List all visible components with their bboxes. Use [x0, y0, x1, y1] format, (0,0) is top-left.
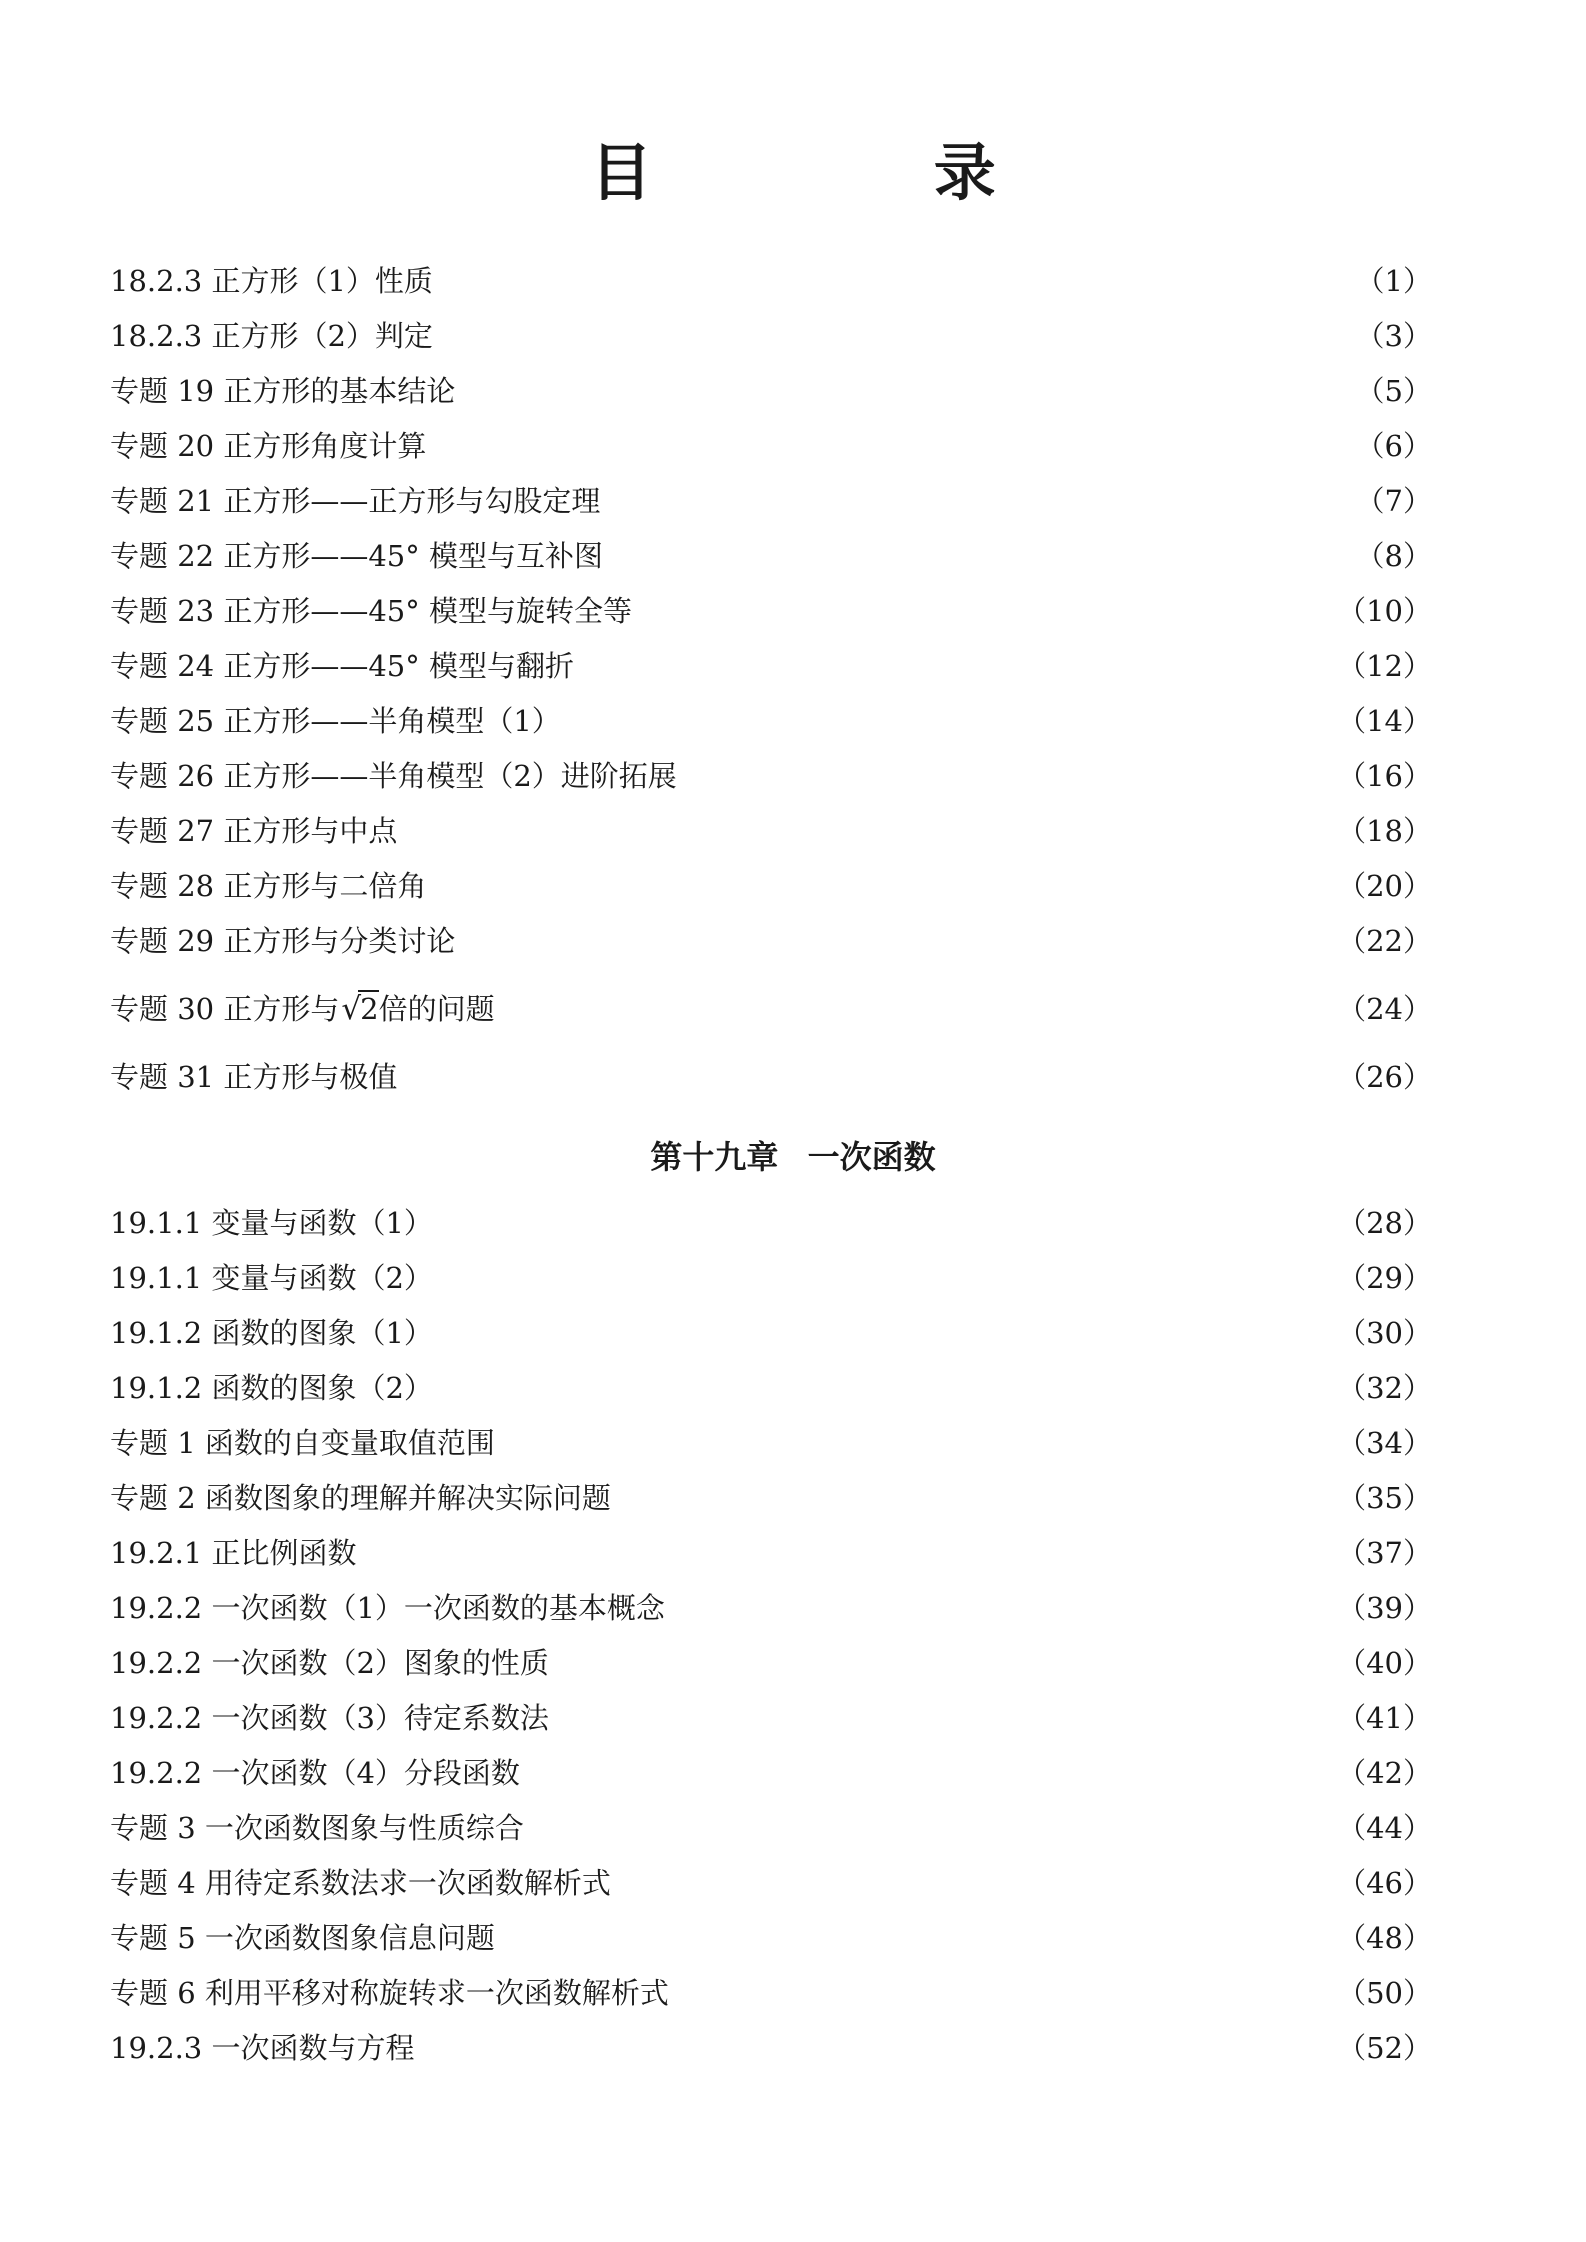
- sqrt-symbol: √: [341, 991, 362, 1027]
- toc-entry-label: 专题 25 正方形——半角模型（1）: [110, 704, 561, 738]
- dot-leader: [524, 1752, 1333, 1794]
- dot-leader: [553, 1642, 1333, 1684]
- toc-entry[interactable]: [110, 1477, 1432, 1519]
- toc-entry-page: （29）: [1337, 1261, 1432, 1295]
- toc-entry[interactable]: [110, 645, 1432, 687]
- toc-entry-label: 专题 4 用待定系数法求一次函数解析式: [110, 1866, 611, 1900]
- toc-entry[interactable]: [110, 1202, 1432, 1244]
- dot-leader: [565, 700, 1333, 742]
- sqrt-expression: [339, 988, 378, 1030]
- dot-leader: [459, 370, 1351, 412]
- toc-entry-label: 专题 31 正方形与极值: [110, 1060, 398, 1094]
- toc-entry-label: 专题 26 正方形——半角模型（2）进阶拓展: [110, 759, 677, 793]
- toc-entry-label: 专题 23 正方形——45° 模型与旋转全等: [110, 594, 632, 628]
- toc-entry-page: （48）: [1337, 1921, 1432, 1955]
- dot-leader: [437, 1202, 1333, 1244]
- toc-entry[interactable]: [110, 1862, 1432, 1904]
- toc-entry-label: 专题 3 一次函数图象与性质综合: [110, 1811, 524, 1845]
- toc-entry-page: （20）: [1337, 869, 1432, 903]
- toc-entry[interactable]: [110, 1532, 1432, 1574]
- toc-entry[interactable]: [110, 1422, 1432, 1464]
- dot-leader: [437, 1312, 1333, 1354]
- toc-entry[interactable]: [110, 1056, 1432, 1098]
- toc-entry[interactable]: [110, 480, 1432, 522]
- toc-entry-page: （52）: [1337, 2031, 1432, 2065]
- toc-entry-page: （32）: [1337, 1371, 1432, 1405]
- toc-entry-label: 19.2.1 正比例函数: [110, 1536, 357, 1570]
- toc-entry-label: 专题 20 正方形角度计算: [110, 429, 427, 463]
- toc-entry-label: 专题 28 正方形与二倍角: [110, 869, 427, 903]
- toc-entry-label: 19.2.2 一次函数（1）一次函数的基本概念: [110, 1591, 665, 1625]
- toc-entry-page: （24）: [1337, 992, 1432, 1026]
- toc-entry-page: （26）: [1337, 1060, 1432, 1094]
- dot-leader: [401, 1056, 1333, 1098]
- toc-entry-page: （44）: [1337, 1811, 1432, 1845]
- toc-entry-label: 专题 6 利用平移对称旋转求一次函数解析式: [110, 1976, 669, 2010]
- toc-entry-label: 专题 27 正方形与中点: [110, 814, 398, 848]
- dot-leader: [499, 988, 1334, 1030]
- dot-leader: [401, 810, 1333, 852]
- chapter-heading: 第十九章 一次函数: [650, 1138, 936, 1176]
- toc-entry-page: （41）: [1337, 1701, 1432, 1735]
- toc-entry[interactable]: [110, 535, 1432, 577]
- toc-entry-page: （6）: [1355, 429, 1432, 463]
- dot-leader: [673, 1972, 1333, 2014]
- dot-leader: [553, 1697, 1333, 1739]
- dot-leader: [430, 865, 1333, 907]
- toc-entry[interactable]: [110, 1312, 1432, 1354]
- toc-entry-page: （7）: [1355, 484, 1432, 518]
- toc-entry-page: （40）: [1337, 1646, 1432, 1680]
- dot-leader: [615, 1477, 1333, 1519]
- toc-entry-label: 专题 5 一次函数图象信息问题: [110, 1921, 495, 1955]
- dot-leader: [499, 1917, 1333, 1959]
- toc-entry-page: （10）: [1337, 594, 1432, 628]
- toc-entry[interactable]: [110, 1697, 1432, 1739]
- dot-leader: [578, 645, 1333, 687]
- toc-entry-label: 18.2.3 正方形（1）性质: [110, 264, 433, 298]
- toc-entry[interactable]: [110, 1587, 1432, 1629]
- toc-entry-page: （3）: [1355, 319, 1432, 353]
- toc-entry-label: 19.1.1 变量与函数（2）: [110, 1261, 433, 1295]
- toc-entry-label: 专题 24 正方形——45° 模型与翻折: [110, 649, 574, 683]
- toc-entry[interactable]: [110, 865, 1432, 907]
- dot-leader: [636, 590, 1333, 632]
- toc-entry[interactable]: [110, 425, 1432, 467]
- toc-entry-page: （8）: [1355, 539, 1432, 573]
- toc-entry-label: 专题 29 正方形与分类讨论: [110, 924, 456, 958]
- toc-entry-label: 专题 2 函数图象的理解并解决实际问题: [110, 1481, 611, 1515]
- toc-entry-page: （12）: [1337, 649, 1432, 683]
- toc-entry[interactable]: [110, 1972, 1432, 2014]
- toc-entry-page: （50）: [1337, 1976, 1432, 2010]
- dot-leader: [607, 535, 1352, 577]
- page-title: 目 录: [590, 136, 1126, 209]
- toc-entry[interactable]: [110, 1367, 1432, 1409]
- dot-leader: [437, 315, 1352, 357]
- toc-entry-label: 专题 22 正方形——45° 模型与互补图: [110, 539, 603, 573]
- toc-entry[interactable]: [110, 590, 1432, 632]
- toc-entry-page: （34）: [1337, 1426, 1432, 1460]
- toc-entry[interactable]: [110, 260, 1432, 302]
- toc-entry[interactable]: [110, 370, 1432, 412]
- dot-leader: [681, 755, 1333, 797]
- toc-entry-label: 19.2.2 一次函数（3）待定系数法: [110, 1701, 549, 1735]
- toc-entry-page: （18）: [1337, 814, 1432, 848]
- toc-entry-page: （5）: [1355, 374, 1432, 408]
- toc-entry[interactable]: [110, 315, 1432, 357]
- toc-entry-page: （28）: [1337, 1206, 1432, 1240]
- toc-entry[interactable]: [110, 988, 1432, 1030]
- toc-entry-label-suffix: 倍的问题: [378, 992, 495, 1026]
- dot-leader: [499, 1422, 1333, 1464]
- toc-entry-label: 18.2.3 正方形（2）判定: [110, 319, 433, 353]
- dot-leader: [360, 1532, 1333, 1574]
- dot-leader: [669, 1587, 1333, 1629]
- toc-entry-page: （30）: [1337, 1316, 1432, 1350]
- dot-leader: [430, 425, 1351, 467]
- toc-entry-page: （22）: [1337, 924, 1432, 958]
- toc-entry[interactable]: [110, 1642, 1432, 1684]
- toc-entry-page: （14）: [1337, 704, 1432, 738]
- toc-entry-page: （16）: [1337, 759, 1432, 793]
- toc-entry[interactable]: [110, 1257, 1432, 1299]
- toc-entry-label: 19.1.2 函数的图象（1）: [110, 1316, 433, 1350]
- dot-leader: [528, 1807, 1333, 1849]
- toc-entry-label-prefix: 专题 30 正方形与: [110, 992, 340, 1026]
- toc-entry[interactable]: [110, 1807, 1432, 1849]
- dot-leader: [437, 1257, 1333, 1299]
- toc-entry-label: 专题 19 正方形的基本结论: [110, 374, 456, 408]
- toc-entry[interactable]: [110, 810, 1432, 852]
- dot-leader: [437, 260, 1352, 302]
- toc-entry-label: [110, 988, 495, 1030]
- toc-entry-page: （1）: [1355, 264, 1432, 298]
- toc-entry[interactable]: [110, 700, 1432, 742]
- dot-leader: [459, 920, 1333, 962]
- toc-entry-label: 19.1.2 函数的图象（2）: [110, 1371, 433, 1405]
- toc-entry-page: （35）: [1337, 1481, 1432, 1515]
- toc-entry[interactable]: [110, 1917, 1432, 1959]
- dot-leader: [615, 1862, 1333, 1904]
- toc-entry[interactable]: [110, 2027, 1432, 2069]
- toc-entry-page: （46）: [1337, 1866, 1432, 1900]
- sqrt-radicand: 2: [360, 992, 379, 1026]
- toc-entry-label: 专题 1 函数的自变量取值范围: [110, 1426, 495, 1460]
- toc-entry-label: 19.1.1 变量与函数（1）: [110, 1206, 433, 1240]
- toc-entry-label: 19.2.2 一次函数（4）分段函数: [110, 1756, 520, 1790]
- toc-entry-page: （39）: [1337, 1591, 1432, 1625]
- toc-entry-page: （42）: [1337, 1756, 1432, 1790]
- toc-entry[interactable]: [110, 755, 1432, 797]
- dot-leader: [437, 1367, 1333, 1409]
- toc-entry[interactable]: [110, 1752, 1432, 1794]
- toc-entry-label: 专题 21 正方形——正方形与勾股定理: [110, 484, 601, 518]
- dot-leader: [418, 2027, 1333, 2069]
- toc-entry[interactable]: [110, 920, 1432, 962]
- toc-entry-page: （37）: [1337, 1536, 1432, 1570]
- toc-entry-label: 19.2.3 一次函数与方程: [110, 2031, 415, 2065]
- dot-leader: [604, 480, 1351, 522]
- toc-entry-label: 19.2.2 一次函数（2）图象的性质: [110, 1646, 549, 1680]
